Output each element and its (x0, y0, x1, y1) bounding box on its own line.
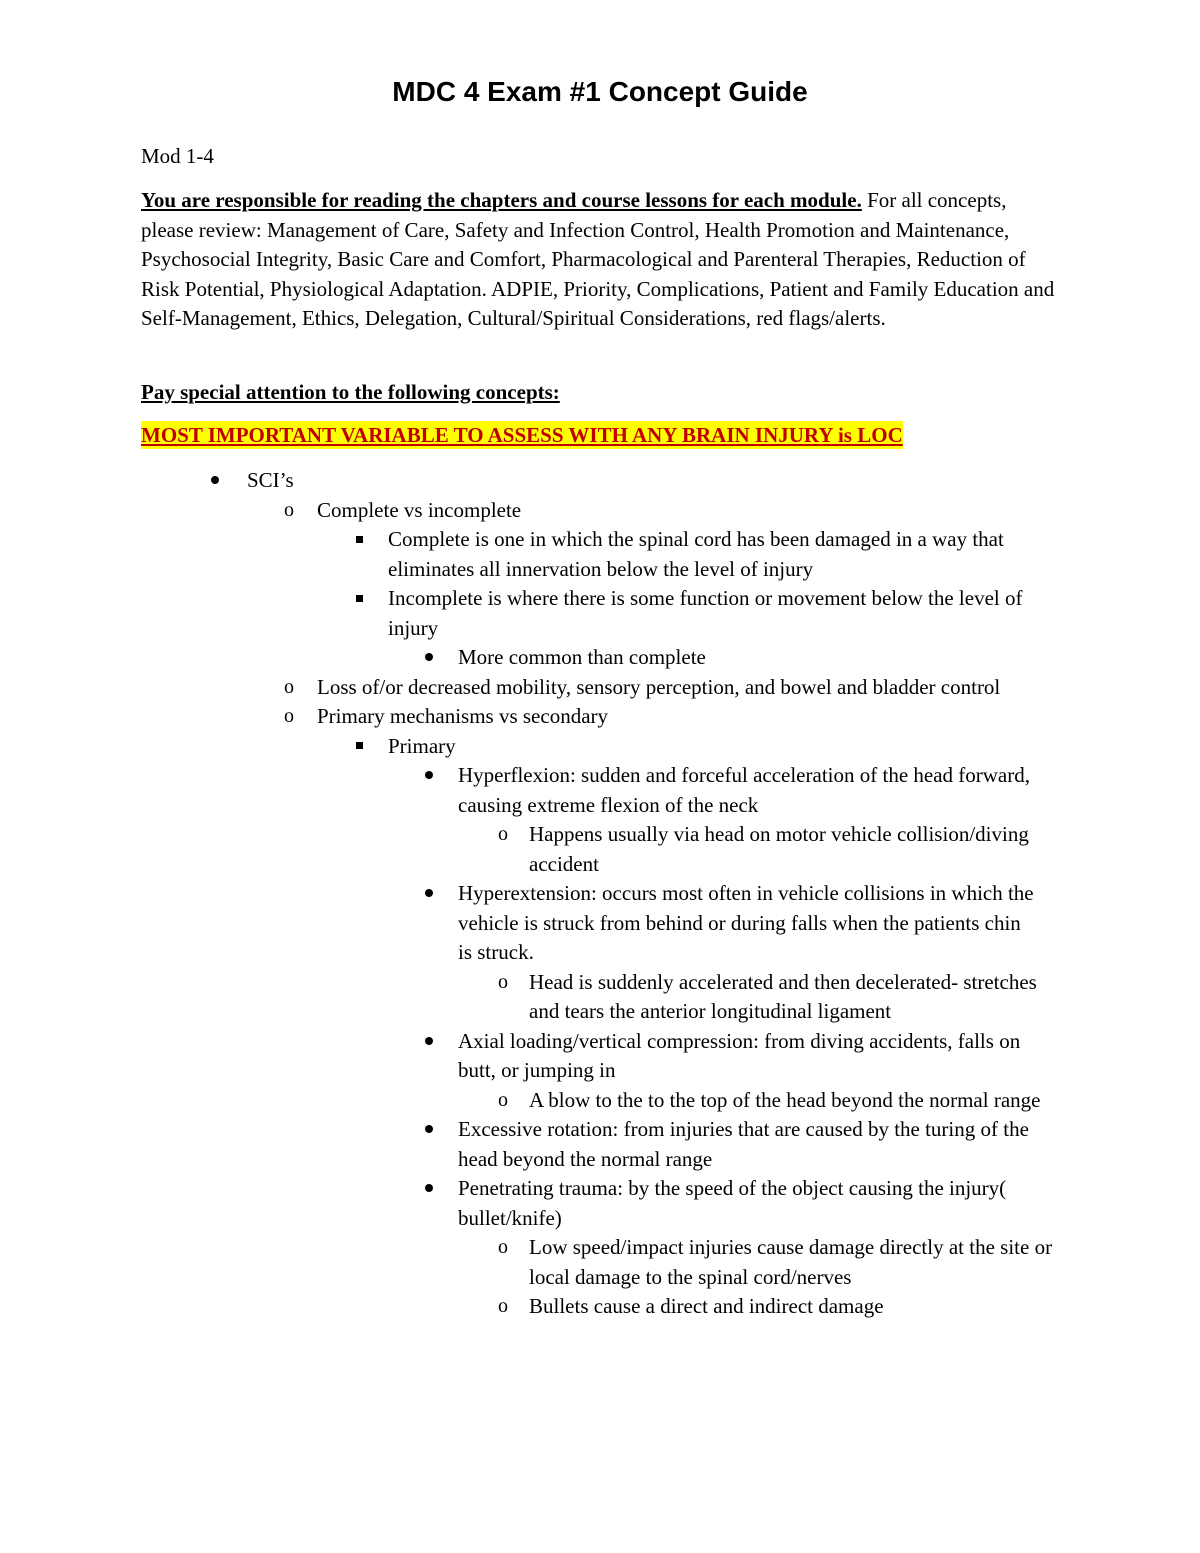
outline-item: Axial loading/vertical compression: from diving accidents, falls on butt, or jumping in (0, 1027, 1200, 1086)
hollow-circle-icon: o (284, 498, 294, 521)
outline-item: SCI’s (0, 466, 1200, 496)
outline-item: Hyperflexion: sudden and forceful acceleration of the head forward, causing extreme flexion of the neck (0, 761, 1200, 820)
hollow-circle-icon: o (498, 1236, 508, 1258)
bullet-icon (419, 761, 439, 791)
outline-item: Excessive rotation: from injuries that are caused by the turing of the head beyond the normal range (0, 1115, 1200, 1174)
intro-paragraph (141, 186, 1056, 334)
bullet-icon (419, 643, 439, 673)
outline-item: Complete is one in which the spinal cord has been damaged in a way that eliminates all innervation below the level of injury (0, 525, 1200, 584)
bullet-icon (419, 1174, 439, 1204)
hollow-circle-icon: o (498, 1295, 508, 1317)
outline-item: o Happens usually via head on motor vehicle collision/diving accident (0, 820, 1200, 879)
hollow-circle-icon: o (284, 675, 294, 698)
outline-item: Penetrating trauma: by the speed of the object causing the injury( bullet/knife) (0, 1174, 1200, 1233)
attention-heading: Pay special attention to the following concepts: (141, 380, 560, 404)
outline-item: More common than complete (0, 643, 1200, 673)
important-highlight: MOST IMPORTANT VARIABLE TO ASSESS WITH ANY BRAIN INJURY is LOC (141, 423, 903, 447)
outline-item: Incomplete is where there is some function or movement below the level of injury (0, 584, 1200, 643)
module-label: Mod 1-4 (141, 144, 214, 168)
document-title: MDC 4 Exam #1 Concept Guide (392, 76, 808, 107)
outline-item: o Loss of/or decreased mobility, sensory perception, and bowel and bladder control (0, 673, 1200, 703)
outline-item: Hyperextension: occurs most often in vehicle collisions in which the vehicle is struck from behind or during falls when the patients chin is struck. (0, 879, 1200, 968)
outline-item: o Complete vs incomplete (0, 496, 1200, 526)
square-bullet-icon (349, 584, 369, 614)
square-bullet-icon (349, 525, 369, 555)
outline-item: o A blow to the to the top of the head beyond the normal range (0, 1086, 1200, 1116)
concept-outline (0, 466, 1200, 1322)
bullet-icon (419, 879, 439, 909)
hollow-circle-icon: o (498, 823, 508, 845)
outline-item: o Head is suddenly accelerated and then decelerated- stretches and tears the anterior longitudinal ligament (0, 968, 1200, 1027)
hollow-circle-icon: o (498, 970, 508, 993)
bullet-icon (205, 466, 225, 496)
hollow-circle-icon: o (284, 705, 294, 727)
outline-item: o Bullets cause a direct and indirect damage (0, 1292, 1200, 1322)
hollow-circle-icon: o (498, 1088, 508, 1111)
bullet-icon (419, 1027, 439, 1057)
important-note (141, 421, 903, 451)
outline-item: Primary (0, 732, 1200, 762)
outline-item: o Primary mechanisms vs secondary (0, 702, 1200, 732)
bullet-icon (419, 1115, 439, 1145)
square-bullet-icon (349, 732, 369, 762)
intro-lead: You are responsible for reading the chapters and course lessons for each module. (141, 188, 862, 212)
intro-body: For all concepts, please review: Management of Care, Safety and Infection Control, Health Promotion and Maintenance, Psychosocial Integrity, Basic Care and Comfort, Pharmacological and Parenteral Therapies, Reduction of Risk Potential, Physiological Adaptation. ADPIE, Priority, Complications, Patient and Family Education and Self-Management, Ethics, Delegation, Cultural/Spiritual Considerations, red flags/alerts. (141, 188, 1055, 330)
outline-item: o Low speed/impact injuries cause damage directly at the site or local damage to the spinal cord/nerves (0, 1233, 1200, 1292)
